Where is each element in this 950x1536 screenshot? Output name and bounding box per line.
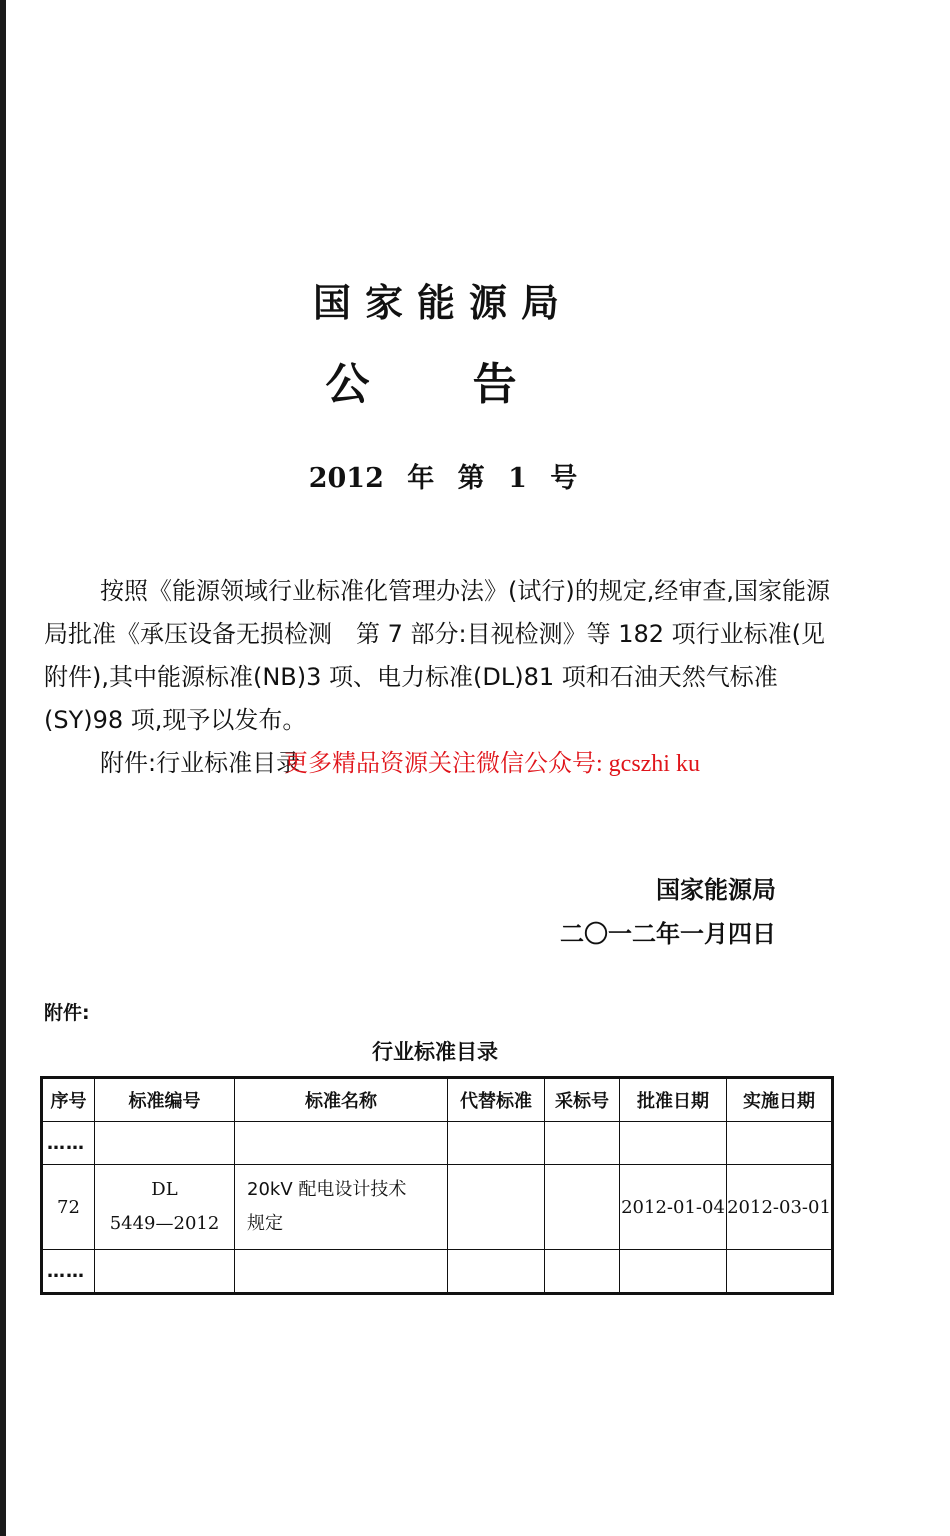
cell-code-line2: 5449—2012 (109, 1213, 220, 1234)
watermark-overlay: 更多精品资源关注微信公众号: gcszhi ku (284, 751, 700, 777)
column-header-seq: 序号 (42, 1078, 95, 1122)
cell-name (235, 1250, 448, 1294)
column-header-name: 标准名称 (235, 1078, 448, 1122)
attachment-reference-line (44, 742, 840, 785)
standards-table-title: 行业标准目录 (372, 1040, 498, 1064)
table-row (42, 1165, 833, 1250)
cell-name (235, 1122, 448, 1165)
signer-organization: 国家能源局 (656, 876, 776, 904)
document-type-heading: 公 告 (325, 359, 561, 410)
cell-code-line1: DL (151, 1179, 178, 1200)
announcement-body (44, 570, 840, 785)
cell-approved (620, 1122, 727, 1165)
cell-code (95, 1165, 235, 1250)
column-header-adopt: 采标号 (545, 1078, 620, 1122)
cell-adopt (545, 1122, 620, 1165)
table-row (42, 1250, 833, 1294)
cell-effective: 2012-03-01 (727, 1165, 833, 1250)
cell-seq: …… (42, 1250, 95, 1294)
scan-edge-bar (0, 0, 6, 1536)
cell-replaces (448, 1165, 545, 1250)
cell-name-line2: 规定 (247, 1213, 283, 1234)
table-header-row (42, 1078, 833, 1122)
cell-effective (727, 1122, 833, 1165)
standards-table (40, 1076, 834, 1295)
cell-name-line1: 20kV 配电设计技术 (247, 1179, 407, 1200)
column-header-code: 标准编号 (95, 1078, 235, 1122)
attachment-reference-text: 附件:行业标准目录 (100, 749, 301, 777)
cell-seq: 72 (42, 1165, 95, 1250)
cell-approved: 2012-01-04 (620, 1165, 727, 1250)
announcement-paragraph: 按照《能源领域行业标准化管理办法》(试行)的规定,经审查,国家能源局批准《承压设备无损检测 第 7 部分:目视检测》等 182 项行业标准(见附件),其中能源标准(NB)3 项、电力标准(DL)81 项和石油天然气标准(SY)98 项,现予以发布。 (44, 577, 830, 734)
cell-code (95, 1250, 235, 1294)
column-header-effective: 实施日期 (727, 1078, 833, 1122)
cell-adopt (545, 1165, 620, 1250)
cell-replaces (448, 1250, 545, 1294)
cell-effective (727, 1250, 833, 1294)
document-number: 2012 年 第 1 号 (308, 463, 578, 494)
cell-code (95, 1122, 235, 1165)
column-header-replaces: 代替标准 (448, 1078, 545, 1122)
table-row (42, 1122, 833, 1165)
column-header-approved: 批准日期 (620, 1078, 727, 1122)
attachment-label: 附件: (44, 1002, 90, 1024)
cell-seq: …… (42, 1122, 95, 1165)
cell-adopt (545, 1250, 620, 1294)
cell-name (235, 1165, 448, 1250)
cell-approved (620, 1250, 727, 1294)
issuing-organization-title: 国家能源局 (312, 281, 573, 325)
cell-replaces (448, 1122, 545, 1165)
signing-date: 二〇一二年一月四日 (560, 920, 776, 948)
